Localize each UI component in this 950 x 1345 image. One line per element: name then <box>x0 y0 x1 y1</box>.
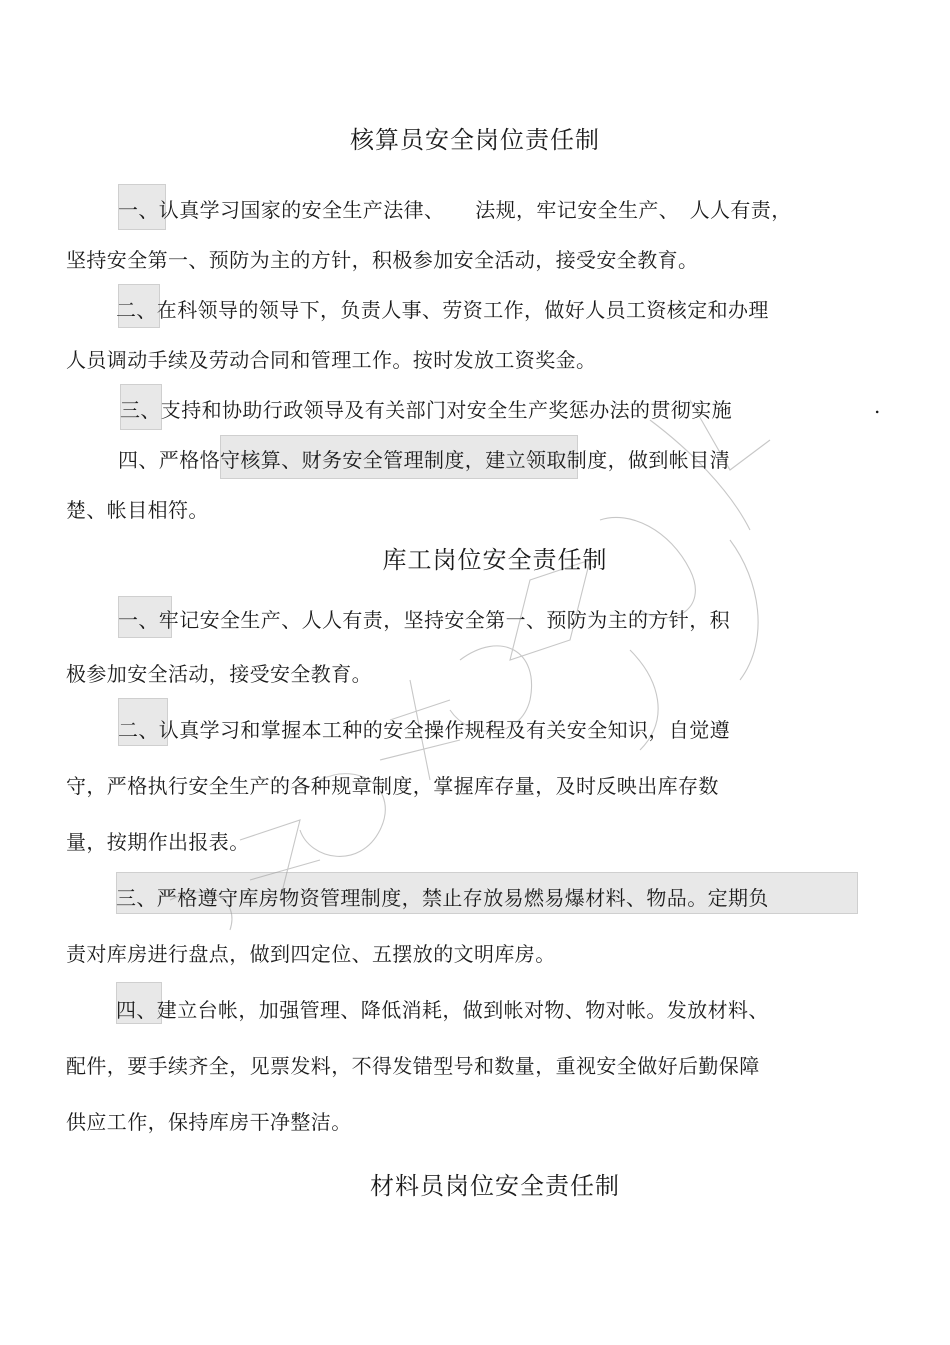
paragraph-line: 供应工作，保持库房干净整洁。 <box>66 1110 352 1134</box>
paragraph-line: 量，按期作出报表。 <box>66 830 250 854</box>
paragraph-line: 守，严格执行安全生产的各种规章制度，掌握库存量，及时反映出库存数 <box>66 774 719 798</box>
paragraph-line: 一、牢记安全生产、人人有责，坚持安全第一、预防为主的方针，积 <box>118 608 730 632</box>
paragraph-line: 责对库房进行盘点，做到四定位、五摆放的文明库房。 <box>66 942 556 966</box>
section-title: 库工岗位安全责任制 <box>382 546 608 574</box>
paragraph-line: 配件，要手续齐全，见票发料，不得发错型号和数量，重视安全做好后勤保障 <box>66 1054 760 1078</box>
paragraph-line: 二、在科领导的领导下，负责人事、劳资工作，做好人员工资核定和办理 <box>116 298 769 322</box>
section-title: 核算员安全岗位责任制 <box>350 126 600 154</box>
section-title: 材料员岗位安全责任制 <box>370 1172 620 1200</box>
paragraph-line: 坚持安全第一、预防为主的方针，积极参加安全活动，接受安全教育。 <box>66 248 699 272</box>
paragraph-line: 楚、帐目相符。 <box>66 498 209 522</box>
paragraph-line: 一、认真学习国家的安全生产法律、 法规，牢记安全生产、 人人有责， <box>118 198 792 222</box>
trailing-dot: . <box>874 394 881 418</box>
paragraph-line: 极参加安全活动，接受安全教育。 <box>66 662 372 686</box>
paragraph-line: 三、严格遵守库房物资管理制度，禁止存放易燃易爆材料、物品。定期负 <box>116 886 769 910</box>
paragraph-line: 四、严格恪守核算、财务安全管理制度，建立领取制度，做到帐目清 <box>118 448 730 472</box>
paragraph-line: 二、认真学习和掌握本工种的安全操作规程及有关安全知识，自觉遵 <box>118 718 730 742</box>
paragraph-line: 三、支持和协助行政领导及有关部门对安全生产奖惩办法的贯彻实施 <box>120 398 732 422</box>
paragraph-line: 人员调动手续及劳动合同和管理工作。按时发放工资奖金。 <box>66 348 597 372</box>
paragraph-line: 四、建立台帐，加强管理、降低消耗，做到帐对物、物对帐。发放材料、 <box>116 998 769 1022</box>
